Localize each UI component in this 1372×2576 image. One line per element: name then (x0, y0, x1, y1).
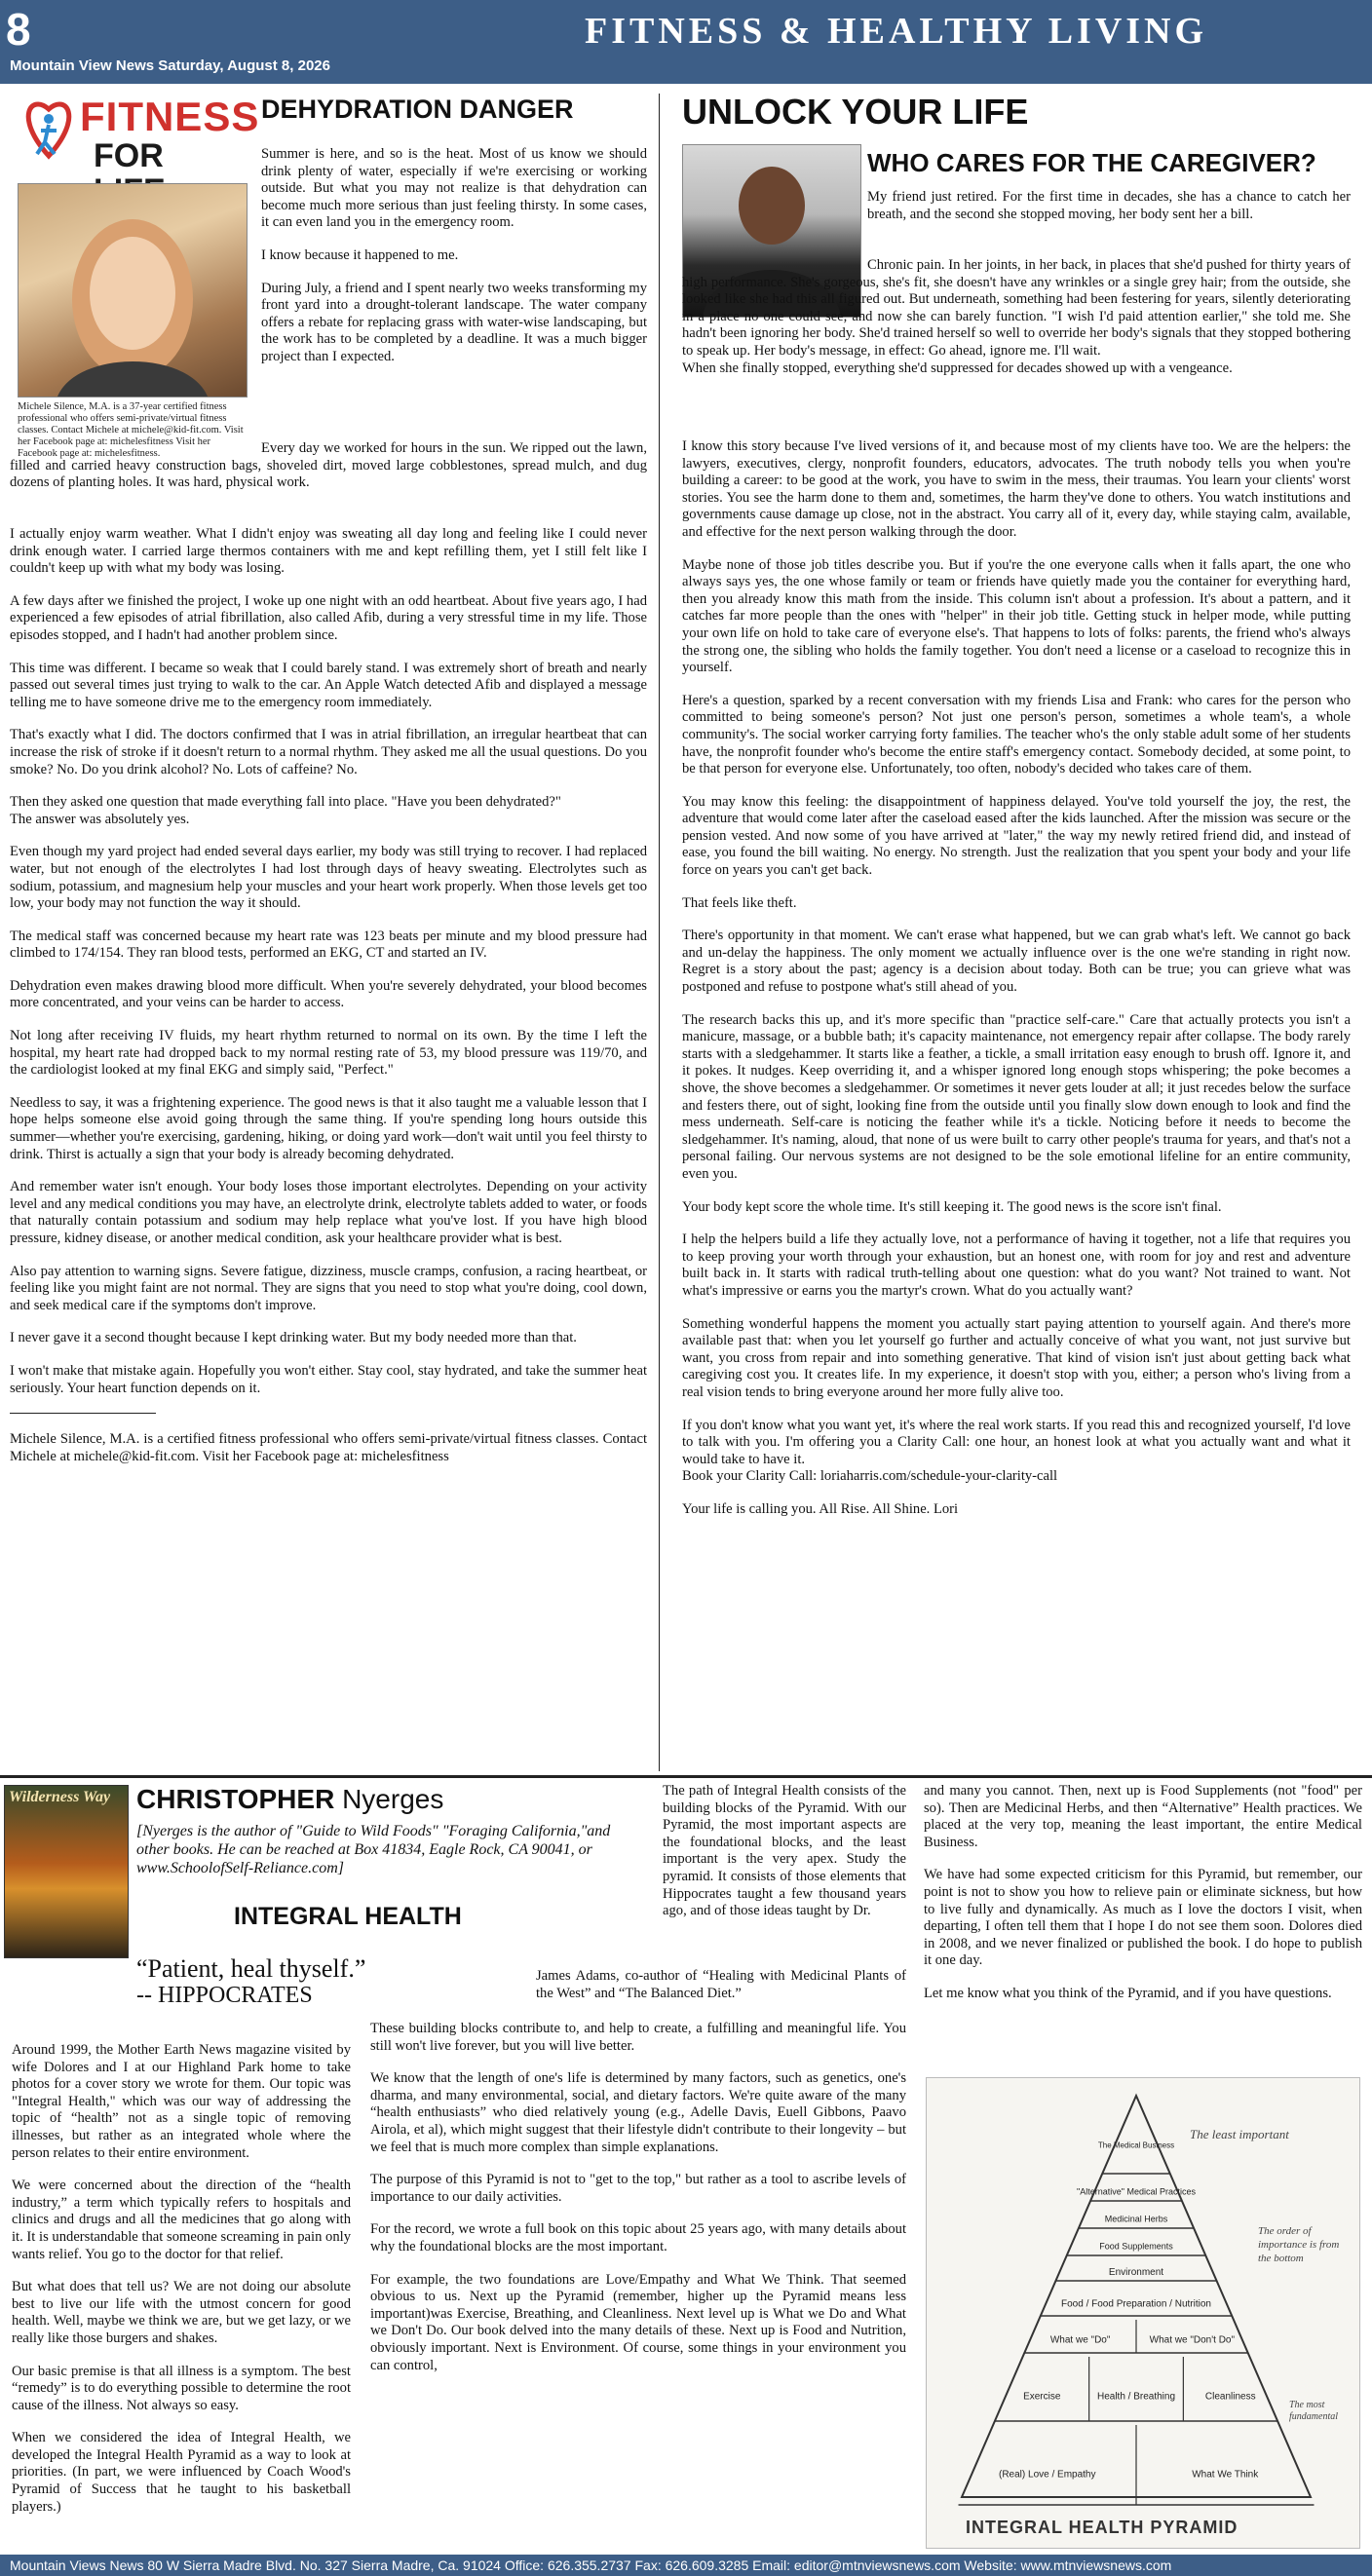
page-number: 8 (6, 4, 31, 55)
dehydration-body (10, 526, 647, 1481)
pyramid-level-label: Exercise (1023, 2391, 1061, 2403)
article-title-dehydration: DEHYDRATION DANGER (261, 95, 574, 124)
section-divider (0, 1775, 1372, 1778)
paragraph: But what does that tell us? We are not doing our absolute best to live our life with the utmost concern for good health. Well, maybe we think we are, but we get lazy, or we really like those burgers and shakes. (12, 2279, 351, 2346)
wilderness-way-logo (4, 1785, 129, 1958)
paragraph: I know this story because I've lived versions of it, and because most of my clients have too. We are the helpers: the lawyers, executives, clergy, nonprofit founders, educators, advocates. The truth nobody tells you when you're building a career: to be good at the work, you have to swim in the mess, their traumas. You learn your clients' worst stories. You see the harm done to them and, sometimes, the harm they've done to others. You watch institutions and governments cause damage up close, not in the abstract. You carry all of it, every day, while staying calm, available, and effective for the next person walking through the door. (682, 438, 1351, 540)
paragraph: Also pay attention to warning signs. Severe fatigue, dizziness, muscle cramps, confusion, a racing heartbeat, or feeling like you might faint are not normal. They are signs that you need to stop what you're doing, cool down, and seek medical care if the symptoms don't improve. (10, 1263, 647, 1313)
paragraph: That feels like theft. (682, 894, 797, 911)
divider (10, 1413, 156, 1414)
paragraph: The purpose of this Pyramid is not to "get to the top," but rather as a tool to ascribe levels of importance to our daily activities. (370, 2172, 906, 2205)
paragraph: There's opportunity in that moment. We can't erase what happened, but we can grab what's left. We cannot go back and un-delay the happiness. The only moment we actually influence over is the one we're standing in right now. Regret is a story about the past; agency is a decision about today. Both can be true; you can grieve what was postponed and refuse to postpone what's still ahead of you. (682, 928, 1351, 996)
pyramid-diagram (927, 2078, 1359, 2548)
author-note: [Nyerges is the author of "Guide to Wild Foods" "Foraging California,"and other books. He can be reached at Box 41834, Eagle Rock, CA 90041, or www.SchoolofSelf-Reliance.com] (136, 1823, 611, 1876)
logo-text-line2: FOR (94, 137, 164, 174)
paragraph: Your life is calling you. All Rise. All Shine. Lori (682, 1500, 959, 1517)
pyramid-note-top: The least important (1190, 2127, 1289, 2141)
paragraph: That's exactly what I did. The doctors confirmed that I was in atrial fibrillation, an irregular heartbeat that can increase the risk of stroke if it doesn't return to a normal rhythm. They asked me all the usual questions. Do you smoke? No. Do you drink alcohol? No. Lots of caffeine? No. (10, 727, 647, 777)
author-bio: Michele Silence, M.A. is a certified fitness professional who offers semi-private/virtual fitness classes. Contact Michele at michele@kid-fit.com. Visit her Facebook page at: michelesfitness (10, 1431, 647, 1464)
paragraph: For example, the two foundations are Love/Empathy and What We Think. That seemed obvious to us. Next up the Pyramid (remember, higher up the Pyramid means less important)was Exercise, Breathing, and Cleanliness. Next level up is What we Do and What we Don't Do. Our book delved into the many details of these. Next up is Food and Nutrition, obviously important. Next is Environment. Of course, some things in your environment you can control, (370, 2271, 906, 2373)
paragraph: I help the helpers build a life they actually love, not a performance of having it together, not a life that requires you to keep proving your worth through your exhaustion, but an honest one, with room for joy and rest and adventure built back in. It starts with radical truth-telling about one question: what do you want? Not trained to want. Not what's impressive or earns you the martyr's crown. What do you actually want? (682, 1231, 1351, 1299)
pyramid-note-mid: The order of importance is from the bottom (1258, 2225, 1340, 2264)
dehydration-intro-wrap (10, 440, 647, 492)
paragraph: Chronic pain. In her joints, in her back, in places that she'd pushed for thirty years of high performance. She's gorgeous, she's fit, she doesn't have any wrinkles or a single grey hair; from the outside, she looked like she had this all figured out. But underneath, something had been festering for years, silently deteriorating in a place no one could see, and now she can barely function. "I wish I'd paid attention earlier," she told me. She hadn't been ignoring her body. She'd trained herself so well to override her body's signals that they stopped bothering to speak up. Her body's message, in effect: Go ahead, ignore me. I'll wait. When she finally stopped, everything she'd suppressed for decades showed up with a vengeance. (682, 257, 1351, 376)
section-title: FITNESS & HEALTHY LIVING (585, 11, 1208, 52)
paragraph: The medical staff was concerned because my heart rate was 123 beats per minute and my blood pressure had climbed to 174/154. They ran blood tests, performed an EKG, CT and started an IV. (10, 928, 647, 962)
pyramid-caption: INTEGRAL HEALTH PYRAMID (966, 2518, 1239, 2537)
pyramid-level-label: Food Supplements (1099, 2241, 1173, 2252)
integral-health-pyramid (926, 2077, 1360, 2549)
integral-col2 (370, 1968, 906, 2018)
unlock-intro-wrap (682, 257, 1351, 377)
dateline: Mountain View News Saturday, August 8, 2026 (10, 57, 330, 74)
paragraph: Here's a question, sparked by a recent conversation with my friends Lisa and Frank: who cares for the person who committed to being someone's person? Not just one person's person, sometimes a whole team's, a whole community's. The social worker carrying forty families. The teacher who's the only stable adult some of her students have, the nonprofit founder who's become the entire staff's emergency contact. Somebody decided, at some point, to be that person for everyone else. Unfortunately, too often, nobody's decided who takes care of them. (682, 692, 1351, 777)
page-footer: Mountain Views News 80 W Sierra Madre Blvd. No. 327 Sierra Madre, Ca. 91024 Office: 626.355.2737 Fax: 626.609.3285 Email: editor@mtnviewsnews.com Website: www.mtnviewsnews.com (0, 2555, 1372, 2576)
paragraph: Needless to say, it was a frightening experience. The good news is that it also taught me a valuable lesson that I hope helps someone else avoid going through the same thing. If you're spending long hours outside this summer—whether you're exercising, gardening, hiking, or doing yard work—don't wait until you feel thirsty to drink. Thirst is actually a sign that your body is already becoming dehydrated. (10, 1094, 647, 1162)
article-subtitle: WHO CARES FOR THE CAREGIVER? (867, 148, 1316, 177)
pyramid-level-label: What We Think (1192, 2469, 1259, 2481)
paragraph: You may know this feeling: the disappointment of happiness delayed. You've told yourself the joy, the rest, the adventure that would come later after the caseload eased after the kids launched. After the mission was secure or the pension vested. And now some of you have arrived at "later," the way my newly retired friend did, and instead of ease, you found the bill waiting. No energy. No strength. Just the realization that you spent your body and your life force on years you can't get back. (682, 793, 1351, 879)
paragraph: Then they asked one question that made everything fall into place. "Have you been dehydrated?" The answer was absolutely yes. (10, 794, 561, 827)
quote-author: -- HIPPOCRATES (136, 1983, 313, 2008)
pyramid-level-label: Medicinal Herbs (1104, 2214, 1168, 2224)
paragraph: James Adams, co-author of “Healing with Medicinal Plants of the West” and “The Balanced Diet.” (536, 1968, 906, 2001)
paragraph: This time was different. I became so weak that I could barely stand. I was extremely short of breath and nearly passed out several times just trying to walk to the car. An Apple Watch detected Afib and displayed a message telling me to have someone drive me to the emergency room immediately. (10, 660, 647, 710)
paragraph: Your body kept score the whole time. It's still keeping it. The good news is the score isn't final. (682, 1198, 1222, 1215)
pyramid-level-label: "Alternative" Medical Practices (1077, 2186, 1196, 2197)
paragraph: The path of Integral Health consists of the building blocks of the Pyramid. With our Pyramid, the most important aspects are the foundational blocks, and the least important is the very apex. Study the pyramid. It consists of those elements that Hippocrates taught a few thousand years ago, and of those ideas taught by Dr. (663, 1783, 906, 1919)
pyramid-level-label: Environment (1108, 2267, 1164, 2279)
author-photo-michele (18, 183, 248, 398)
pyramid-level-label: The Medical Business (1097, 2140, 1175, 2150)
paragraph: We know that the length of one's life is determined by many factors, such as genetics, one's dharma, and many environmental, social, and dietary factors. We're quite aware of the many “health enthusiasts” who died relatively young (e.g., Adelle Davis, Euell Gibbons, Paavo Airola, et al), which might suggest that their lifestyle didn't contribute to their longevity – but we feel that is much more complex than simple explanations. (370, 2070, 906, 2155)
pyramid-level-label: (Real) Love / Empathy (999, 2469, 1096, 2481)
paragraph: We have had some expected criticism for this Pyramid, but remember, our point is not to show you how to relieve pain or eliminate sickness, but how to live fully and dynamically. As much as I love the doctors I visit, when departing, I often tell them that I hope I do not see them soon. Dolores died in 2008, and we never finalized or published the book. I do hope to publish it one day. (924, 1867, 1362, 1969)
column-divider (659, 94, 660, 1771)
integral-col2-top (663, 1783, 906, 1936)
quote: “Patient, heal thyself.” (136, 1954, 366, 1983)
paragraph: Our basic premise is that all illness is a symptom. The best “remedy” is to do everything possible to determine the root cause of the illness. Not always so easy. (12, 2363, 351, 2413)
paragraph: If you don't know what you want yet, it's where the real work starts. If you read this and recognized yourself, I'd love to talk with you. I'm offering you a Clarity Call: one hour, an honest look at what you actually want and what it would take to have it. Book your Clarity Call: loriaharris.com/schedule-your-clarity-call (682, 1417, 1351, 1485)
paragraph: I actually enjoy warm weather. What I didn't enjoy was sweating all day long and feeling like I could never drink enough water. I carried large thermos containers with me and kept refilling them, yet I still felt like I couldn't keep up with what my body was losing. (10, 526, 647, 577)
paragraph: Dehydration even makes drawing blood more difficult. When you're severely dehydrated, your blood becomes more concentrated, and your veins can be harder to access. (10, 977, 647, 1011)
unlock-body (682, 438, 1351, 1534)
dehydration-intro (261, 146, 647, 382)
paragraph: For the record, we wrote a full book on this topic about 25 years ago, with many details about why the foundational blocks are the most important. (370, 2221, 906, 2254)
author-first: CHRISTOPHER (136, 1784, 335, 1814)
pyramid-level-label: Food / Food Preparation / Nutrition (1061, 2298, 1211, 2310)
paragraph: Every day we worked for hours in the sun. We ripped out the lawn, filled and carried heavy construction bags, shoveled dirt, moved large cobblestones, spread mulch, and dug dozens of planting holes. It was hard, physical work. (10, 440, 647, 491)
portrait-image (19, 184, 247, 397)
runner-icon (19, 99, 78, 175)
paragraph: We were concerned about the direction of the “health industry,” a term which typically refers to hospitals and clinics and drugs and all the medicines that go along with it. It is understandable that someone screaming in pain only wants relief. You go to the doctor for that relief. (12, 2178, 351, 2262)
paragraph: When we considered the idea of Integral Health, we developed the Integral Health Pyramid as a way to look at priorities. (In part, we were influenced by Coach Wood's Pyramid of Success that he taught to his basketball players.) (12, 2430, 351, 2515)
logo-text-line1: FITNESS (80, 94, 260, 139)
paragraph: Maybe none of those job titles describe you. But if you're the one everyone calls when it falls apart, the one who always says yes, the one whose family or team or friends have quietly made you the container for everything hard, then you already know this math from the inside. This column isn't about a profession. It's about a pattern, and it catches far more people than the ones with "helper" in their job title. Getting stuck in helper mode, while putting your own life on hold to take care of everyone else's. That happens to lots of folks: parents, the friend who's always the strong one, the sibling who holds the family together. You don't need a license or a caseload to recognize this in yourself. (682, 556, 1351, 676)
paragraph: Summer is here, and so is the heat. Most of us know we should drink plenty of water, especially if we're exercising or working outside. But what you may not realize is that dehydration can become much more serious than just feeling thirsty. In some cases, it can even land you in the emergency room. (261, 146, 647, 231)
pyramid-note-bottom: The most fundamental (1289, 2400, 1338, 2422)
paragraph: I never gave it a second thought because I kept drinking water. But my body needed more than that. (10, 1330, 577, 1346)
integral-col2-body (370, 2021, 906, 2390)
paragraph: Not long after receiving IV fluids, my heart rhythm returned to normal on its own. By the time I left the hospital, my heart rate had dropped back to my normal resting rate of 53, my blood pressure was 119/70, and the cardiologist looked at my final EKG and simply said, "Perfect." (10, 1028, 647, 1079)
author-last: Nyerges (334, 1784, 444, 1814)
paragraph: Something wonderful happens the moment you actually start paying attention to yourself again. And there's more available past that: when you let yourself go further and actually conceive of what you want, not just survive but want, you cross from repair and into something generative. That kind of vision isn't just about getting back what caregiving cost you. It creates life. In my experience, it doesn't stop with you, either; a person who's living from a real vision tends to bring everyone around her more fully alive too. (682, 1315, 1351, 1400)
logo-text: Wilderness Way (9, 1789, 111, 1805)
paragraph: I won't make that mistake again. Hopefully you won't either. Stay cool, stay hydrated, and take the summer heat seriously. Your heart function depends on it. (10, 1362, 647, 1396)
unlock-intro (867, 189, 1351, 239)
integral-col1-text (12, 2042, 351, 2531)
photo-caption: Michele Silence, M.A. is a 37-year certified fitness professional who offers semi-private/virtual fitness classes. Contact Michele at michele@kid-fit.com. Visit her Facebook page at: michelesfitness Visit her Facebook page at: michelesfitness. (18, 401, 244, 459)
paragraph: These building blocks contribute to, and help to create, a fulfilling and meaningful life. You still won't live forever, but you will live better. (370, 2021, 906, 2054)
pyramid-level-label: Health / Breathing (1096, 2391, 1176, 2403)
pyramid-level-label: What we "Do" (1049, 2334, 1111, 2346)
paragraph: Even though my yard project had ended several days earlier, my body was still trying to recover. I had replaced water, but not enough of the electrolytes I had lost through days of heavy sweating. Electrolytes such as sodium, potassium, and magnesium help your muscles and your heart work properly. When those levels get too low, your body may not function the way it should. (10, 844, 647, 912)
pyramid-level-label: What we "Don't Do" (1149, 2334, 1236, 2346)
paragraph: Let me know what you think of the Pyramid, and if you have questions. (924, 1985, 1332, 2001)
article-title-unlock: UNLOCK YOUR LIFE (682, 92, 1029, 132)
pyramid-level-label: Cleanliness (1204, 2391, 1256, 2403)
paragraph: During July, a friend and I spent nearly two weeks transforming my front yard into a drought-tolerant landscape. The water company offers a rebate for replacing grass with water-wise landscaping, but the work has to be completed by a deadline. It was a much bigger project than I expected. (261, 280, 647, 364)
paragraph: I know because it happened to me. (261, 246, 459, 263)
author-byline (136, 1783, 443, 1816)
article-title-integral: INTEGRAL HEALTH (234, 1903, 462, 1930)
integral-col3 (924, 1783, 1362, 2019)
paragraph: The research backs this up, and it's more specific than "practice self-care." Care that actually protects you isn't a manicure, massage, or a bubble bath; it's capacity maintenance, not emergency repair after collapse. The body rarely starts with a sledgehammer. It starts like a feather, a tickle, a small irritation easy enough to brush off. Ignore it, and it pokes. It nudges. Keep overriding it, and a whisper ignored long enough stops whispering; the poke becomes a shove, the shove becomes a sledgehammer. Or sometimes it never gets louder at all; it just recedes below the surface and festers there, out of sight, looking fine from the outside until you finally slow down enough to look and find the mess underneath. Self-care is noticing the feather while it's a tickle. Noticing before it needs to become the sledgehammer. It's naming, aloud, that none of us were built to carry other people's trauma for years, and that's not a personal failing. Our nervous systems are not designed to be the sole emotional lifeline for an entire community, even you. (682, 1011, 1351, 1182)
paragraph: And remember water isn't enough. Your body loses those important electrolytes. Depending on your activity level and any medical conditions you may have, an electrolyte drink, electrolyte tablets added to water, or foods that naturally contain potassium and sodium may help replace what you've lost. If you have high blood pressure, kidney disease, or another medical condition, ask your healthcare provider what is best. (10, 1179, 647, 1246)
paragraph: Around 1999, the Mother Earth News magazine visited by wife Dolores and I at our Highland Park home to take photos for a cover story we wrote for them. Our topic was "Integral Health," which was our way of addressing the topic of “health” not as a single topic of removing illnesses, but rather as an integrated whole where the person relates to their entire environment. (12, 2042, 351, 2161)
paragraph: My friend just retired. For the first time in decades, she has a chance to catch her breath, and the second she stopped moving, her body sent her a bill. (867, 189, 1351, 222)
paragraph: and many you cannot. Then, next up is Food Supplements (not "food" per so). Then are Medicinal Herbs, and then “Alternative” Health practices. We placed at the very top, meaning the least important, the entire Medical Business. (924, 1783, 1362, 1850)
paragraph: A few days after we finished the project, I woke up one night with an odd heartbeat. About five years ago, I had experienced a few episodes of atrial fibrillation, also called Afib, during a very stressful time in my life. Those episodes stopped, and I hadn't had another problem since. (10, 592, 647, 643)
